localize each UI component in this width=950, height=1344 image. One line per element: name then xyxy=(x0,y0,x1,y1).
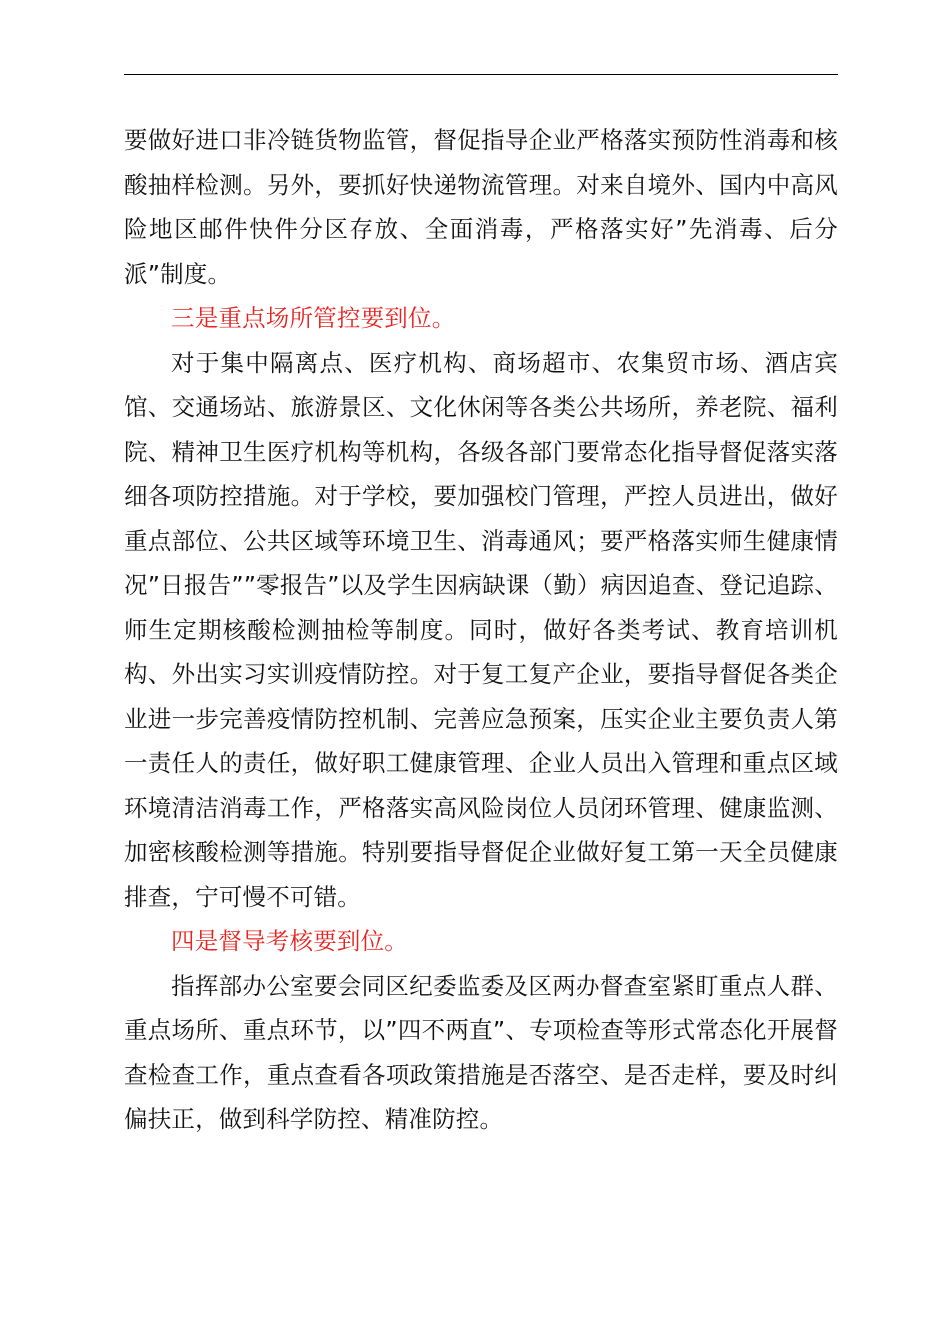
paragraph-import-goods-supervision: 要做好进口非冷链货物监管，督促指导企业严格落实预防性消毒和核酸抽样检测。另外，要抓好快递物流管理。对来自境外、国内中高风险地区邮件快件分区存放、全面消毒，严格落实好”先消毒、后分派”制度。 xyxy=(124,126,838,288)
section-heading-supervision: 四是督导考核要到位。 xyxy=(171,927,408,955)
header-divider xyxy=(124,74,838,75)
paragraph-supervision-assessment: 指挥部办公室要会同区纪委监委及区两办督查室紧盯重点人群、重点场所、重点环节，以”四不两直”、专项检查等形式常态化开展督查检查工作，重点查看各项政策措施是否落空、是否走样，要及时纠偏扶正，做到科学防控、精准防控。 xyxy=(124,971,838,1133)
document-body xyxy=(124,118,838,1142)
section-heading-key-venues: 三是重点场所管控要到位。 xyxy=(171,304,456,332)
paragraph-key-venues-control: 对于集中隔离点、医疗机构、商场超市、农集贸市场、酒店宾馆、交通场站、旅游景区、文化休闲等各类公共场所，养老院、福利院、精神卫生医疗机构等机构，各级各部门要常态化指导督促落实落细各项防控措施。对于学校，要加强校门管理，严控人员进出，做好重点部位、公共区域等环境卫生、消毒通风；要严格落实师生健康情况”日报告””零报告”以及学生因病缺课（勤）病因追查、登记追踪、师生定期核酸检测抽检等制度。同时，做好各类考试、教育培训机构、外出实习实训疫情防控。对于复工复产企业，要指导督促各类企业进一步完善疫情防控机制、完善应急预案，压实企业主要负责人第一责任人的责任，做好职工健康管理、企业人员出入管理和重点区域环境清洁消毒工作，严格落实高风险岗位人员闭环管理、健康监测、加密核酸检测等措施。特别要指导督促企业做好复工第一天全员健康排查，宁可慢不可错。 xyxy=(124,348,838,911)
